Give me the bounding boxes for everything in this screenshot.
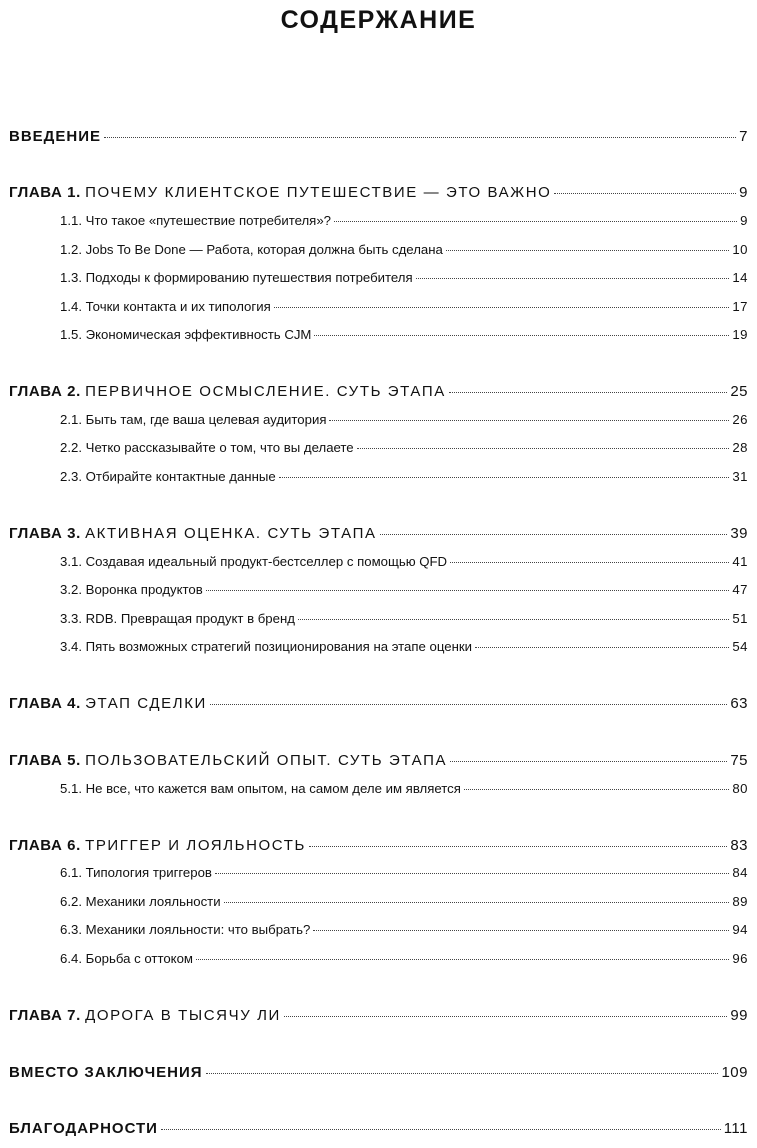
page-number: 26	[732, 412, 748, 427]
entry-title: ВВЕДЕНИЕ	[9, 128, 101, 145]
page-number: 41	[732, 554, 748, 569]
chapter-title: ДОРОГА В ТЫСЯЧУ ЛИ	[85, 1007, 281, 1024]
dot-leader	[450, 562, 729, 563]
page-number: 19	[732, 327, 748, 342]
section-title: 6.1. Типология триггеров	[60, 865, 212, 880]
chapter-number: ГЛАВА 2.	[9, 383, 81, 400]
section-title: 1.3. Подходы к формированию путешествия потребителя	[60, 270, 413, 285]
dot-leader	[206, 1073, 719, 1074]
chapter-number: ГЛАВА 5.	[9, 752, 81, 769]
dot-leader	[215, 873, 729, 874]
dot-leader	[196, 959, 729, 960]
toc-entry-chapter-7[interactable]	[9, 1007, 748, 1024]
toc-entry-chapter-5[interactable]	[9, 752, 748, 769]
toc-entry-section[interactable]	[60, 582, 748, 597]
page-number: 96	[732, 951, 748, 966]
page-number: 28	[732, 440, 748, 455]
chapter-number: ГЛАВА 1.	[9, 184, 81, 201]
section-title: 3.1. Создавая идеальный продукт-бестселлер с помощью QFD	[60, 554, 448, 569]
dot-leader	[274, 307, 730, 308]
toc-entry-section[interactable]	[60, 951, 748, 966]
page-number: 10	[732, 242, 748, 257]
chapter-title: ПОЧЕМУ КЛИЕНТСКОЕ ПУТЕШЕСТВИЕ — ЭТО ВАЖНО	[85, 184, 552, 201]
section-title: 1.1. Что такое «путешествие потребителя»?	[60, 213, 331, 228]
chapter-title: ТРИГГЕР И ЛОЯЛЬНОСТЬ	[85, 837, 306, 854]
toc-entry-section[interactable]	[60, 213, 748, 228]
toc-entry-section[interactable]	[60, 242, 748, 257]
chapter-title: ЭТАП СДЕЛКИ	[85, 695, 207, 712]
page-number: 99	[730, 1007, 748, 1024]
toc-entry-section[interactable]	[60, 894, 748, 909]
page-number: 25	[730, 383, 748, 400]
section-title: 1.4. Точки контакта и их типология	[60, 299, 271, 314]
entry-title: ВМЕСТО ЗАКЛЮЧЕНИЯ	[9, 1064, 203, 1081]
section-title: 1.2. Jobs To Be Done — Работа, которая должна быть сделана	[60, 242, 443, 257]
toc-entry-chapter-3[interactable]	[9, 525, 748, 542]
dot-leader	[380, 534, 728, 535]
page-number: 51	[732, 611, 748, 626]
section-title: 2.3. Отбирайте контактные данные	[60, 469, 276, 484]
toc-entry-section[interactable]	[60, 639, 748, 654]
toc-entry-section[interactable]	[60, 922, 748, 937]
dot-leader	[464, 789, 729, 790]
dot-leader	[210, 704, 727, 705]
toc-entry-section[interactable]	[60, 270, 748, 285]
section-title: 6.4. Борьба с оттоком	[60, 951, 193, 966]
dot-leader	[104, 137, 736, 138]
chapter-number: ГЛАВА 6.	[9, 837, 81, 854]
dot-leader	[161, 1129, 721, 1130]
page-number: 75	[730, 752, 748, 769]
page-number: 9	[740, 213, 748, 228]
toc-entry-section[interactable]	[60, 327, 748, 342]
dot-leader	[314, 335, 729, 336]
dot-leader	[357, 448, 730, 449]
toc-entry-section[interactable]	[60, 554, 748, 569]
section-title: 3.2. Воронка продуктов	[60, 582, 203, 597]
page-number: 39	[730, 525, 748, 542]
dot-leader	[309, 846, 727, 847]
dot-leader	[329, 420, 729, 421]
toc-entry-chapter-1[interactable]	[9, 184, 748, 201]
dot-leader	[475, 647, 729, 648]
dot-leader	[313, 930, 729, 931]
chapter-title: ПЕРВИЧНОЕ ОСМЫСЛЕНИЕ. СУТЬ ЭТАПА	[85, 383, 446, 400]
toc-entry-introduction[interactable]	[9, 128, 748, 145]
chapter-number: ГЛАВА 7.	[9, 1007, 81, 1024]
dot-leader	[279, 477, 730, 478]
toc-entry-chapter-6[interactable]	[9, 837, 748, 854]
page-number: 83	[730, 837, 748, 854]
page-number: 7	[739, 128, 748, 145]
toc-entry-section[interactable]	[60, 781, 748, 796]
toc-entry-section[interactable]	[60, 865, 748, 880]
dot-leader	[298, 619, 729, 620]
section-title: 6.2. Механики лояльности	[60, 894, 221, 909]
page-number: 31	[732, 469, 748, 484]
chapter-title: АКТИВНАЯ ОЦЕНКА. СУТЬ ЭТАПА	[85, 525, 377, 542]
dot-leader	[334, 221, 737, 222]
page-number: 80	[732, 781, 748, 796]
section-title: 2.1. Быть там, где ваша целевая аудитория	[60, 412, 327, 427]
toc-entry-chapter-4[interactable]	[9, 695, 748, 712]
toc-entry-conclusion[interactable]	[9, 1064, 748, 1081]
section-title: 1.5. Экономическая эффективность CJM	[60, 327, 312, 342]
dot-leader	[224, 902, 730, 903]
page-number: 63	[730, 695, 748, 712]
section-title: 3.4. Пять возможных стратегий позиционирования на этапе оценки	[60, 639, 473, 654]
page-number: 89	[732, 894, 748, 909]
page-number: 47	[732, 582, 748, 597]
dot-leader	[416, 278, 730, 279]
page-number: 84	[732, 865, 748, 880]
dot-leader	[284, 1016, 727, 1017]
page-number: 14	[732, 270, 748, 285]
dot-leader	[449, 392, 727, 393]
toc-entry-section[interactable]	[60, 440, 748, 455]
section-title: 6.3. Механики лояльности: что выбрать?	[60, 922, 311, 937]
section-title: 5.1. Не все, что кажется вам опытом, на самом деле им является	[60, 781, 461, 796]
chapter-title: ПОЛЬЗОВАТЕЛЬСКИЙ ОПЫТ. СУТЬ ЭТАПА	[85, 752, 448, 769]
dot-leader	[446, 250, 729, 251]
entry-title: БЛАГОДАРНОСТИ	[9, 1120, 158, 1137]
section-title: 3.3. RDB. Превращая продукт в бренд	[60, 611, 295, 626]
page-number: 94	[732, 922, 748, 937]
toc-entry-chapter-2[interactable]	[9, 383, 748, 400]
page-number: 17	[732, 299, 748, 314]
page-number: 111	[723, 1120, 748, 1137]
page-title: СОДЕРЖАНИЕ	[280, 6, 477, 34]
dot-leader	[450, 761, 727, 762]
page-number: 9	[739, 184, 748, 201]
toc-entry-acknowledgements[interactable]	[9, 1120, 748, 1137]
toc-entry-section[interactable]	[60, 469, 748, 484]
dot-leader	[554, 193, 736, 194]
chapter-number: ГЛАВА 3.	[9, 525, 81, 542]
chapter-number: ГЛАВА 4.	[9, 695, 81, 712]
page-number: 54	[732, 639, 748, 654]
toc-entry-section[interactable]	[60, 611, 748, 626]
toc-entry-section[interactable]	[60, 412, 748, 427]
dot-leader	[206, 590, 730, 591]
page-number: 109	[721, 1064, 748, 1081]
toc-entry-section[interactable]	[60, 299, 748, 314]
section-title: 2.2. Четко рассказывайте о том, что вы делаете	[60, 440, 354, 455]
